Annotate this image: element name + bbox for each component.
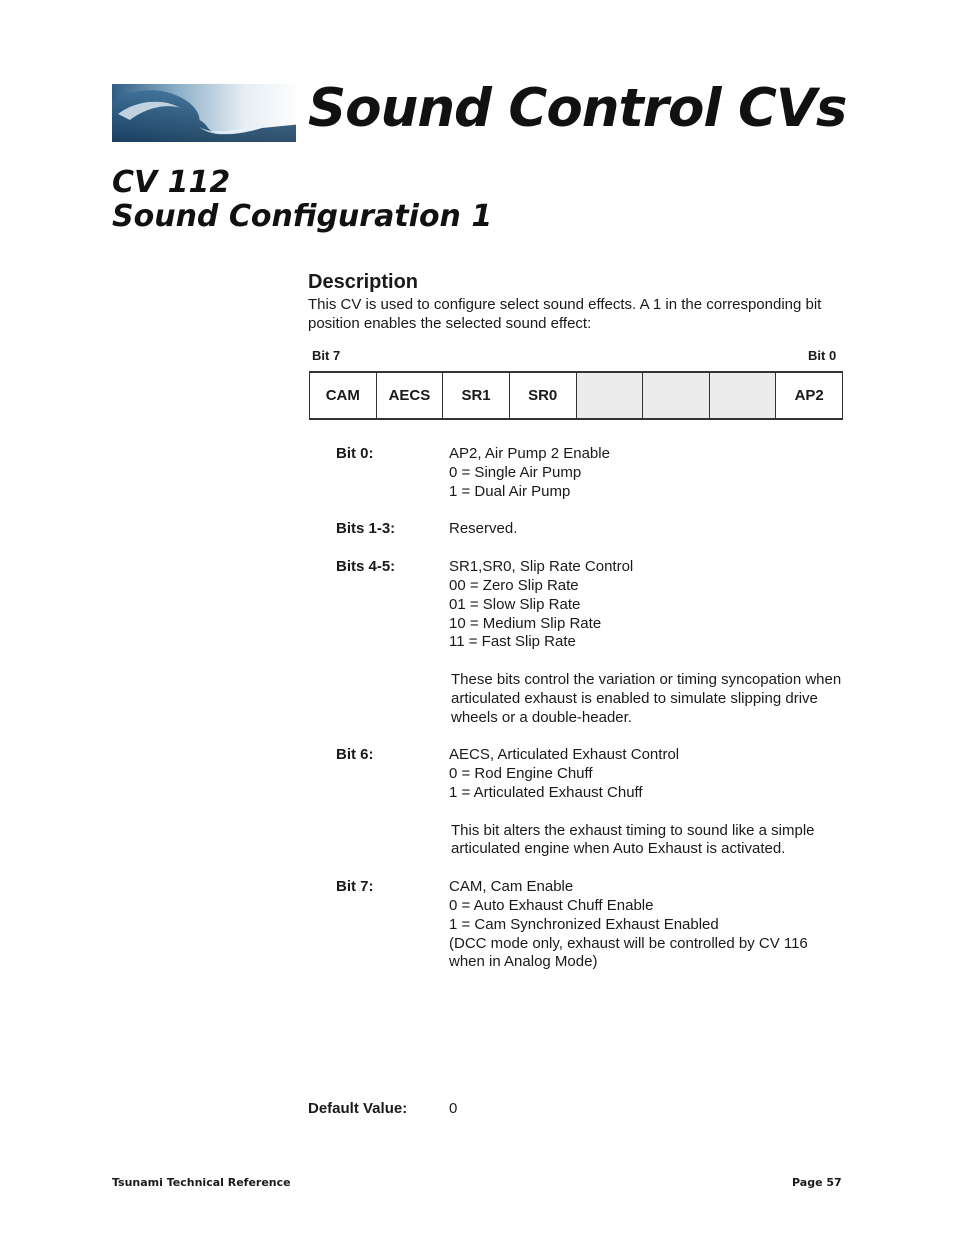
footer-doc-title: Tsunami Technical Reference <box>112 1176 291 1189</box>
bit-entry-line: 0 = Single Air Pump <box>449 463 582 481</box>
bit-entry-label: Bits 4-5: <box>336 558 396 576</box>
bit-entry-line: 1 = Cam Synchronized Exhaust Enabled <box>449 915 719 933</box>
bit-cell-0: AP2 <box>776 372 843 419</box>
bit-0-label: Bit 0 <box>808 348 837 363</box>
bit-entry-line: SR1,SR0, Slip Rate Control <box>449 558 634 576</box>
bit-entry-body <box>449 558 846 652</box>
bit-entry-line: 01 = Slow Slip Rate <box>449 595 581 613</box>
bit-7-label: Bit 7 <box>312 348 341 363</box>
bit-entry-line: AECS, Articulated Exhaust Control <box>449 746 680 764</box>
bit-entry <box>336 746 846 859</box>
wave-image <box>112 84 302 142</box>
cv-name: Sound Configuration 1 <box>112 199 493 234</box>
page-title: Sound Control CVs <box>308 78 847 139</box>
bit-entry-line: Reserved. <box>449 520 518 538</box>
bit-entry-line: 0 = Auto Exhaust Chuff Enable <box>449 896 654 914</box>
bit-entry-body <box>449 878 846 972</box>
bit-entry-line: 1 = Dual Air Pump <box>449 482 571 500</box>
default-value: 0 <box>449 1100 458 1117</box>
bit-entry-line: 10 = Medium Slip Rate <box>449 614 602 632</box>
bit-entry-body <box>449 445 846 501</box>
bit-cell-1 <box>709 372 776 419</box>
bit-entry <box>336 558 846 727</box>
bit-cell-6: AECS <box>376 372 443 419</box>
bit-entry-line: 00 = Zero Slip Rate <box>449 576 579 594</box>
bit-cell-4: SR0 <box>509 372 576 419</box>
bit-entry-line: 0 = Rod Engine Chuff <box>449 765 593 783</box>
bit-entry-label: Bits 1-3: <box>336 520 396 538</box>
bit-entry-label: Bit 6: <box>336 746 374 764</box>
bit-entry-line: CAM, Cam Enable <box>449 878 574 896</box>
bit-entry-label: Bit 7: <box>336 878 374 896</box>
bit-entry <box>336 878 846 972</box>
bit-cell-7: CAM <box>310 372 377 419</box>
default-value-label: Default Value: <box>308 1100 408 1117</box>
bit-descriptions <box>336 445 846 991</box>
bit-cell-5: SR1 <box>443 372 510 419</box>
bit-table <box>309 371 843 420</box>
bit-entry-note: This bit alters the exhaust timing to sound like a simple articulated engine when Auto Exhaust is activated. <box>451 821 815 858</box>
bit-entry-line: 1 = Articulated Exhaust Chuff <box>449 783 643 801</box>
cv-number: CV 112 <box>112 165 231 200</box>
cv-heading <box>112 166 492 234</box>
bit-entry-line: AP2, Air Pump 2 Enable <box>449 445 610 462</box>
footer-page-number: Page 57 <box>792 1176 842 1189</box>
bit-entry-body <box>449 520 846 539</box>
bit-entry-body <box>449 746 846 802</box>
bit-cell-3 <box>576 372 643 419</box>
bit-entry-line: 11 = Fast Slip Rate <box>449 633 576 651</box>
bit-table-row <box>310 372 843 419</box>
bit-entry-line: (DCC mode only, exhaust will be controlled by CV 116 <box>449 934 808 952</box>
bit-entry <box>336 445 846 501</box>
description-heading: Description <box>308 271 419 293</box>
bit-entry-label: Bit 0: <box>336 445 374 462</box>
bit-entry <box>336 520 846 539</box>
description-text: This CV is used to configure select sound effects. A 1 in the corresponding bit position enables the selected sound effect: <box>308 296 822 332</box>
bit-entry-line: when in Analog Mode) <box>449 953 598 971</box>
bit-cell-2 <box>643 372 710 419</box>
bit-entry-note: These bits control the variation or timing syncopation when articulated exhaust is enabled to simulate slipping drive wheels or a double-header. <box>451 670 842 726</box>
